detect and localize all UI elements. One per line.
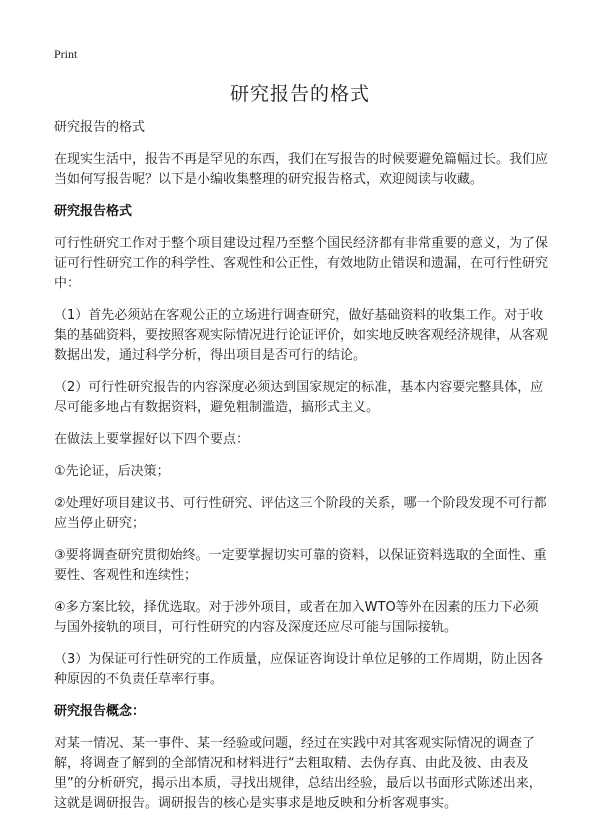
body-paragraph: ①先论证，后决策； [54, 464, 170, 479]
section-heading: 研究报告概念： [54, 704, 146, 719]
document-content [54, 118, 550, 826]
body-paragraph: ④多方案比较，择优选取。对于涉外项目，或者在加入WTO等外在因素的压力下必须与国外接轨的项目，可行性研究的内容及深度还应尽可能与国际接轨。 [54, 600, 539, 635]
body-paragraph: （1）首先必须站在客观公正的立场进行调查研究，做好基础资料的收集工作。对于收集的基础资料，要按照客观实际情况进行论证评价，如实地反映客观经济规律，从客观数据出发，通过科学分析，得出项目是否可行的结论。 [54, 308, 549, 363]
body-paragraph: 可行性研究工作对于整个项目建设过程乃至整个国民经济都有非常重要的意义，为了保证可行性研究工作的科学性、客观性和公正性，有效地防止错误和遗漏，在可行性研究中： [54, 236, 549, 291]
section-heading: 研究报告格式 [54, 204, 133, 219]
body-paragraph: 对某一情况、某一事件、某一经验或问题，经过在实践中对其客观实际情况的调查了解，将调查了解到的全部情况和材料进行“去粗取精、去伪存真、由此及彼、由表及里”的分析研究，揭示出本质，寻找出规律，总结出经验，最后以书面形式陈述出来，这就是调研报告。调研报告的核心是实事求是地反映和分析客观事实。 [54, 736, 542, 811]
document-subtitle: 研究报告的格式 [54, 120, 146, 135]
body-paragraph: （3）为保证可行性研究的工作质量，应保证咨询设计单位足够的工作周期，防止因各种原因的不负责任草率行事。 [54, 652, 544, 687]
page-title: 研究报告的格式 [229, 83, 370, 105]
print-link[interactable]: Print [54, 47, 78, 61]
body-paragraph: ②处理好项目建议书、可行性研究、评估这三个阶段的关系，哪一个阶段发现不可行都应当停止研究； [54, 496, 547, 531]
body-paragraph: ③要将调查研究贯彻始终。一定要掌握切实可靠的资料，以保证资料选取的全面性、重要性、客观性和连续性； [54, 548, 547, 583]
body-paragraph: 在做法上要掌握好以下四个要点： [54, 432, 250, 447]
body-paragraph: （2）可行性研究报告的内容深度必须达到国家规定的标准，基本内容要完整具体，应尽可能多地占有数据资料，避免粗制滥造，搞形式主义。 [54, 380, 544, 415]
intro-paragraph: 在现实生活中，报告不再是罕见的东西，我们在写报告的时候要避免篇幅过长。我们应当如何写报告呢？以下是小编收集整理的研究报告格式，欢迎阅读与收藏。 [54, 152, 549, 187]
